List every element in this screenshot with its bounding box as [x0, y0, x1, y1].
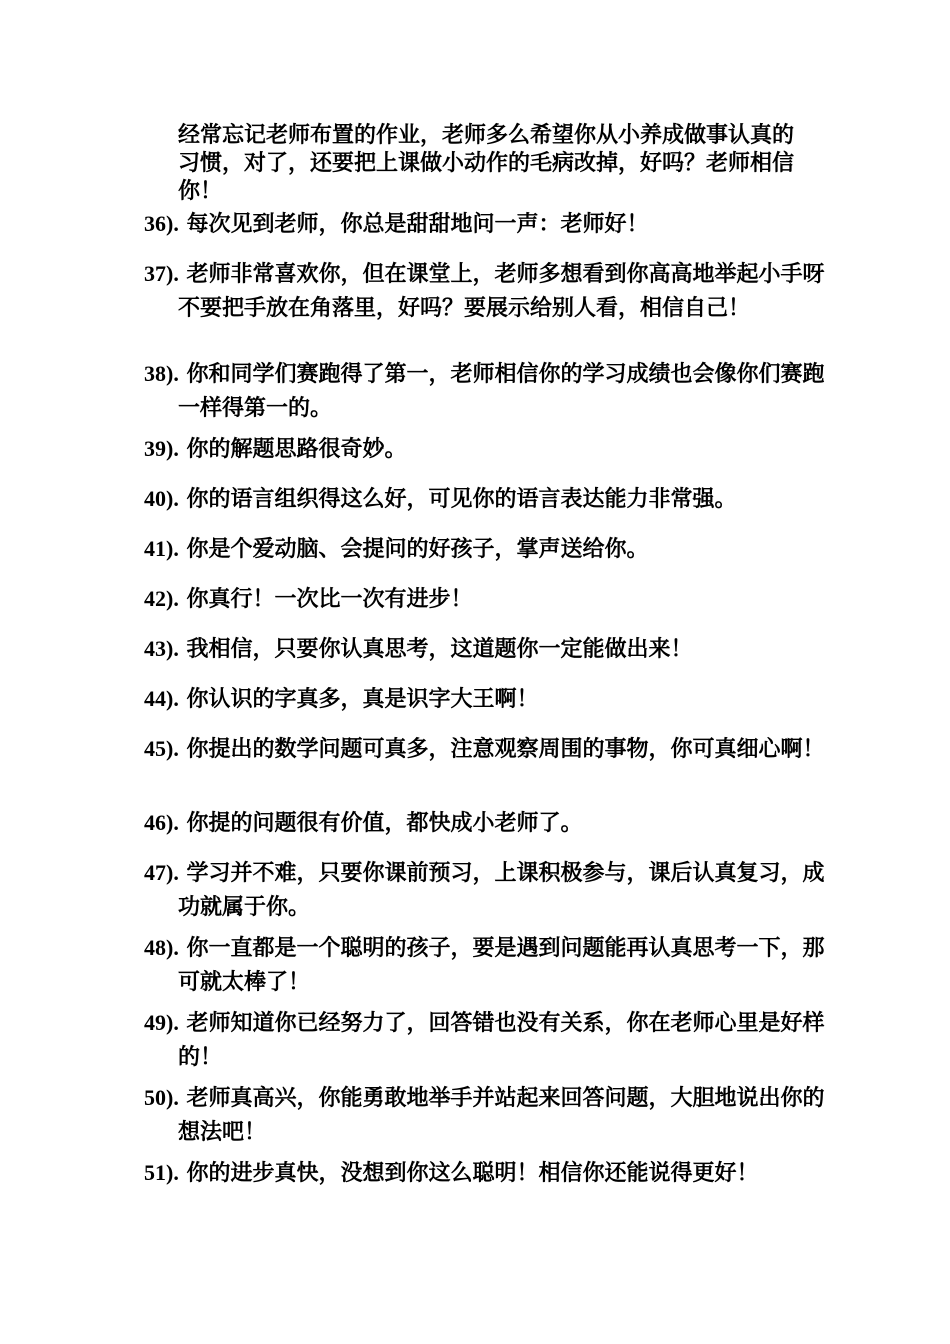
- item-number: 51).: [144, 1160, 179, 1185]
- item-number: 50).: [144, 1085, 179, 1110]
- list-item: [144, 582, 842, 616]
- item-number: 45).: [144, 736, 179, 761]
- item-text: 你一直都是一个聪明的孩子，要是遇到问题能再认真思考一下，那可就太棒了！: [178, 935, 825, 995]
- item-text: 你和同学们赛跑得了第一，老师相信你的学习成绩也会像你们赛跑一样得第一的。: [178, 361, 825, 421]
- item-text: 你认识的字真多，真是识字大王啊！: [186, 686, 539, 712]
- item-text: 老师知道你已经努力了，回答错也没有关系，你在老师心里是好样的！: [178, 1010, 825, 1070]
- list-item: [144, 806, 842, 840]
- item-number: 44).: [144, 686, 179, 711]
- item-text: 你是个爱动脑、会提问的好孩子，掌声送给你。: [186, 536, 649, 562]
- list-item: [144, 207, 842, 241]
- item-text: 你真行！一次比一次有进步！: [186, 586, 473, 612]
- list-item: [144, 1081, 842, 1149]
- item-text: 我相信，只要你认真思考，这道题你一定能做出来！: [186, 636, 693, 662]
- list-item: [144, 257, 842, 325]
- item-text: 你的进步真快，没想到你这么聪明！相信你还能说得更好！: [186, 1160, 759, 1186]
- item-number: 39).: [144, 436, 179, 461]
- item-number: 37).: [144, 261, 179, 286]
- list-item: [144, 532, 842, 566]
- continuation-paragraph: 经常忘记老师布置的作业，老师多么希望你从小养成做事认真的习惯，对了，还要把上课做小动作的毛病改掉，好吗？老师相信你！: [178, 122, 795, 204]
- list-item: [144, 482, 842, 516]
- item-number: 40).: [144, 486, 179, 511]
- item-text: 你提的问题很有价值，都快成小老师了。: [186, 810, 583, 836]
- list-item: [144, 632, 842, 666]
- item-number: 46).: [144, 810, 179, 835]
- item-text: 每次见到老师，你总是甜甜地问一声：老师好！: [186, 211, 649, 237]
- list-item: [144, 432, 842, 466]
- item-text: 老师非常喜欢你，但在课堂上，老师多想看到你高高地举起小手呀不要把手放在角落里，好吗？要展示给别人看，相信自己！: [178, 261, 825, 321]
- item-number: 41).: [144, 536, 179, 561]
- item-text: 你的语言组织得这么好，可见你的语言表达能力非常强。: [186, 486, 737, 512]
- item-number: 47).: [144, 860, 179, 885]
- item-number: 48).: [144, 935, 179, 960]
- item-text: 你的解题思路很奇妙。: [186, 436, 407, 462]
- item-text: 你提出的数学问题可真多，注意观察周围的事物，你可真细心啊！: [186, 736, 825, 762]
- list-item: [144, 357, 842, 425]
- list-item: [144, 1006, 842, 1074]
- item-number: 36).: [144, 211, 179, 236]
- item-number: 49).: [144, 1010, 179, 1035]
- item-number: 43).: [144, 636, 179, 661]
- list-item: [144, 856, 842, 924]
- item-number: 38).: [144, 361, 179, 386]
- list-item: [144, 1156, 842, 1190]
- item-text: 学习并不难，只要你课前预习，上课积极参与，课后认真复习，成功就属于你。: [178, 860, 825, 920]
- list-item: [144, 682, 842, 716]
- item-text: 老师真高兴，你能勇敢地举手并站起来回答问题，大胆地说出你的想法吧！: [178, 1085, 825, 1145]
- item-number: 42).: [144, 586, 179, 611]
- list-item: [144, 931, 842, 999]
- list-item: [144, 732, 842, 766]
